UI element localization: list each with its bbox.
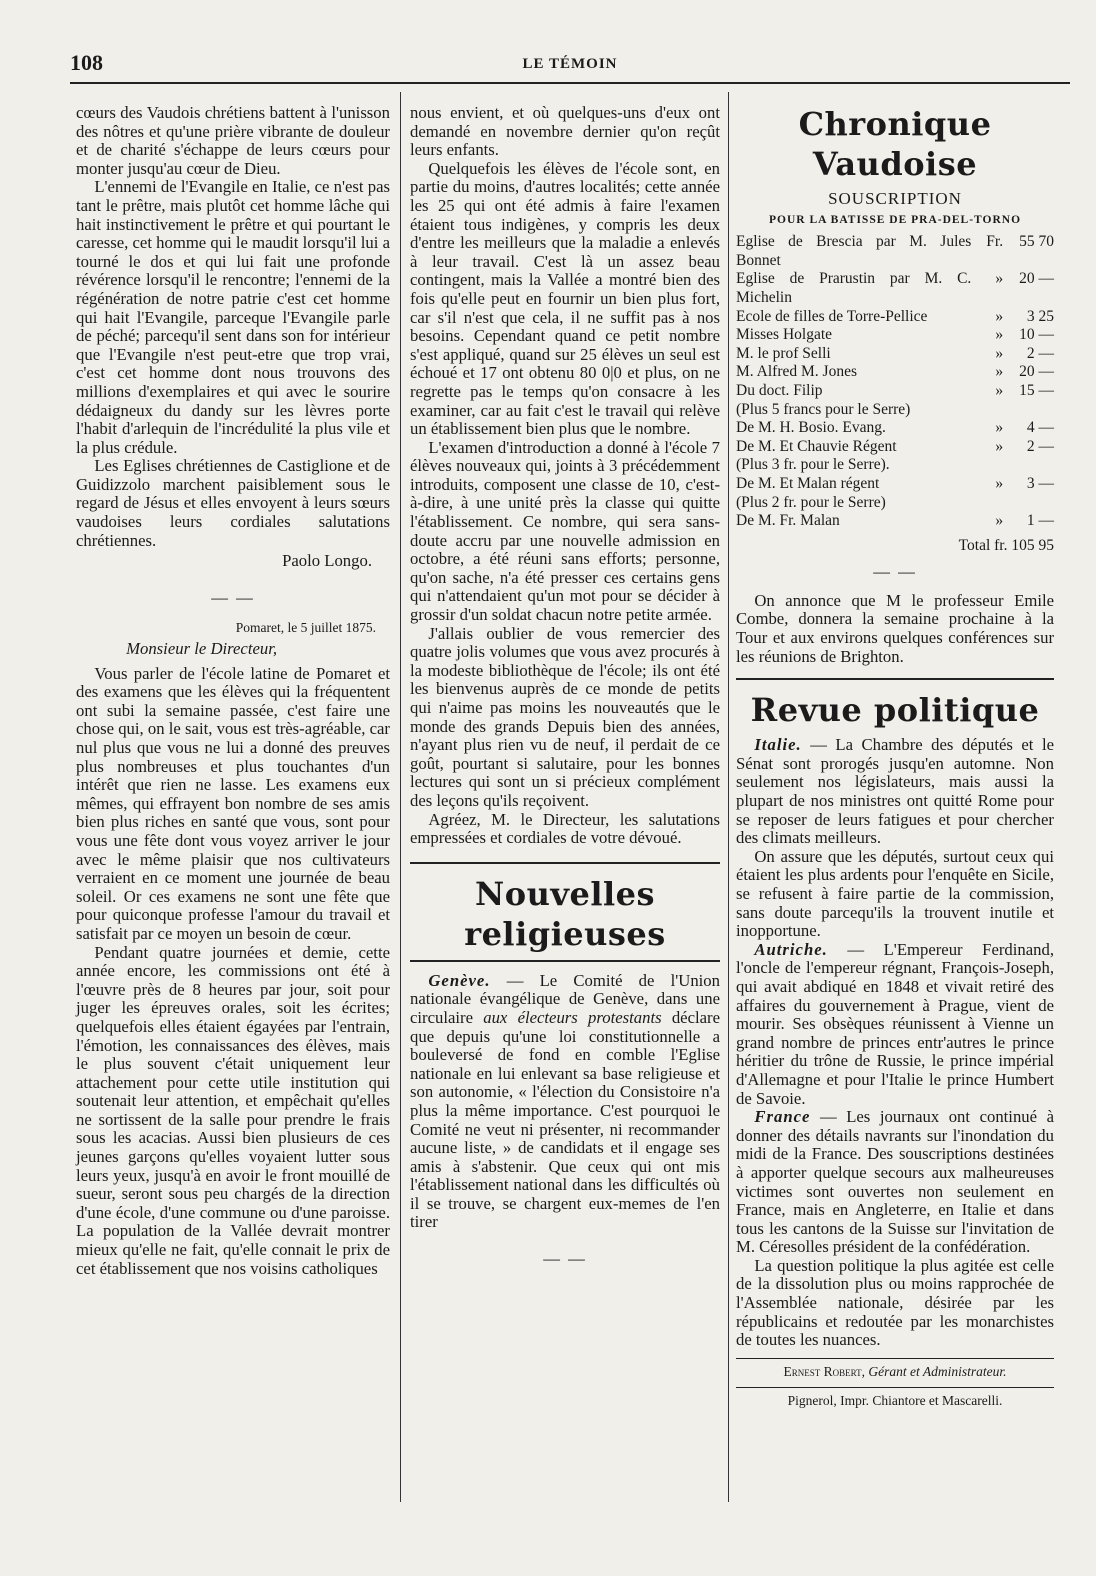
subscriber-name: Eglise de Prarustin par M. C. Michelin	[736, 270, 972, 306]
amount: 3 —	[1026, 474, 1054, 492]
paragraph: J'allais oublier de vous remercier des quatre jolis volumes que vous avez procurés à la modeste bibliothèque de l'école; ils ont été les bienvenus auprès de ce monde de petits qui n'aime pas moins les nouveautés que le monde des grands Depuis bien des années, n'ayant plus rien vu de neuf, il perdait de ce goût, pourtant si salutaire, pour les bonnes lectures qui sont un si précieux complément des leçons qu'ils reçoivent.	[410, 623, 720, 810]
paragraph: L'examen d'introduction a donné à l'école 7 élèves nouveaux qui, joints à 3 précédemment introduits, composent une classe de 10, c'est-à-dire, à une unité près la classe qui quitte l'établissement. Ce nombre, qui sera sans-doute accru par une nouvelle admission en octobre, a été réuni sans efforts; personne, qu'on sache, n'a été presser ces certains gens qui n'attendaient qu'un mot pour se décider à grossir d'un soldat chacun notre petite armée.	[410, 437, 720, 625]
currency-mark: »	[995, 381, 1004, 399]
text: — La Chambre des députés et le Sénat sont prorogés jusqu'en automne. Non seulement nos législateurs, mais aussi la plupart de nos ministres ont quitté Rome pour se reposer de leurs fatigues et pour chercher des climats meilleurs.	[736, 735, 1054, 848]
subscriber-name: (Plus 2 fr. pour le Serre)	[736, 493, 886, 511]
currency-mark: »	[995, 326, 1004, 344]
keyword-france: France	[754, 1107, 811, 1127]
subscription-row	[736, 345, 1054, 364]
amount: 15 —	[1019, 381, 1054, 399]
paragraph: Pendant quatre journées et demie, cette année encore, les commissions ont été à l'œuvre près de 8 heures par jour, soit pour juger les épreuves orales, soit les écrites; quelquefois elles étaient égayées par l'entrain, l'émotion, les connaissances des élèves, mais le plus souvent c'était uniquement leur attachement pour cette utile institution qui soutenait leur attention, et empêchait qu'elles ne sortissent de la salle pour prendre le frais sous les acacias. Aussi bien plusieurs de ces jeunes garçons qu'elles voyaient lutter sous leurs yeux, jusqu'à en avoir le front mouillé de sueur, seront sous peu chargés de la direction d'une école, d'une commune ou d'une paroisse. La population de la Vallée devrait montrer mieux qu'elle ne fait, qu'elle connait le prix de cet établissement que nos voisins catholiques	[76, 942, 390, 1278]
subscription-row	[736, 270, 1054, 307]
subscription-row	[736, 382, 1054, 401]
page-number: 108	[70, 50, 103, 75]
paragraph: On annonce que M le professeur Emile Combe, donnera la semaine prochaine à la Tour et aux environs quelques conférences sur les réunions de Brighton.	[736, 590, 1054, 666]
running-title: LE TÉMOIN	[522, 56, 618, 72]
subscription-row	[736, 456, 1054, 475]
paragraph: L'ennemi de l'Evangile en Italie, ce n'est pas tant le prêtre, mais plutôt cet homme lâche qui hait instinctivement le prêtre et qui pourtant le caresse, cet homme qui le maudit lorsqu'il lui a tourné le dos et qui lui fait une profonde révérence lorsqu'il le rencontre; l'ennemi de la régénération de notre patrie c'est cet homme qui hait l'Evangile, parceque l'Evangile parle de péché; parcequ'il sent dans son for intérieur que l'Evangile n'est peut-etre que trop vrai, c'est cet homme dont nous trouvons des millions d'exemplaires et qui avec le sourire dédaigneux du dandy sur les lèvres porte l'habit d'arlequin de l'incrédulité la plus vile et la plus crédule.	[76, 177, 390, 457]
letter-salutation: Monsieur le Directeur,	[126, 639, 278, 659]
column-left	[76, 104, 390, 1278]
subscriber-name: Misses Holgate	[736, 326, 833, 344]
page-header	[70, 50, 1070, 80]
paragraph-france	[736, 1108, 1054, 1257]
subscription-row	[736, 475, 1054, 494]
subscriber-name: De M. Et Malan régent	[736, 474, 880, 492]
subscriber-name: Du doct. Filip	[736, 381, 823, 399]
subscription-subheading: POUR LA BATISSE DE PRA-DEL-TORNO	[768, 213, 1022, 226]
amount: 2 —	[1026, 344, 1054, 362]
subscriber-name: Ecole de filles de Torre-Pellice	[736, 307, 928, 325]
subscriber-name: M. Alfred M. Jones	[736, 363, 857, 381]
subscriber-name: De M. H. Bosio. Evang.	[736, 419, 886, 437]
section-title-chronique: Chronique Vaudoise	[798, 105, 992, 183]
subscription-total: Total fr. 105 95	[958, 536, 1054, 554]
amount: 20 —	[1019, 270, 1054, 288]
section-rule	[736, 678, 1054, 680]
header-rule	[70, 82, 1070, 84]
section-title-nouvelles: Nouvelles religieuses	[464, 874, 666, 953]
subscription-row	[736, 438, 1054, 457]
currency-mark	[971, 494, 1003, 513]
currency-mark: »	[995, 474, 1004, 492]
currency-mark: »	[995, 363, 1004, 381]
subscription-list	[736, 233, 1054, 531]
text: — Les journaux ont continué à donner des détails navrants sur l'inondation du midi de la France. Des souscriptions destinées à apporter quelque secours aux malheureuses victimes sont ouvertes non seulement en France, mais en Angleterre, en Italie et dans tous les cantons de la Suisse sur l'invitation de M. Céresolles président de la confédération.	[736, 1107, 1054, 1257]
paragraph: La question politique la plus agitée est celle de la dissolution plus ou moins rapprochée de l'Assemblée nationale, désirée par les républicains et redoutée par les monarchistes de toutes les nuances.	[736, 1255, 1054, 1350]
currency-mark: Fr.	[986, 233, 1004, 251]
paragraph: Vous parler de l'école latine de Pomaret et des examens que les élèves qui la fréquentent ont subi la semaine passée, c'est faire une chose qui, on le sait, vous est très-agréable, car nul plus que vous ne lui a donné des preuves plus nombreuses et plus touchantes d'un intérêt que rien ne lasse. Les examens eux mêmes, qui effrayent bon nombre de ses amis bien plus riches en santé que vous, sont pour vous une fête dont vous voyez arriver le jour avec le même plaisir que nos cultivateurs verraient en ce moment une journée de beau soleil. Or ces examens ne sont une fête que pour quiconque professe l'amour du travail et satisfait par ce moyen un besoin de cœur.	[76, 663, 390, 943]
paragraph: Les Eglises chrétiennes de Castiglione et de Guidizzolo marchent paisiblement sous le regard de Jésus et elles envoyent à leurs sœurs vaudoises leurs cordiales salutations chrétiennes.	[76, 456, 390, 550]
amount	[1003, 456, 1054, 475]
column-middle	[410, 104, 720, 1281]
separator: — —	[543, 1249, 587, 1269]
currency-mark: »	[995, 344, 1004, 362]
column-divider	[400, 92, 401, 1502]
subscription-heading: SOUSCRIPTION	[828, 189, 962, 208]
paragraph: On assure que les députés, surtout ceux qui étaient les plus ardents pour l'enquête en Sicile, se refusent à faire partie de la commission, sans doute parcequ'ils la trouvent inutile et inopportune.	[736, 846, 1054, 941]
paragraph: Agréez, M. le Directeur, les salutations empressées et cordiales de votre dévoué.	[410, 809, 720, 848]
subscription-row	[736, 419, 1054, 438]
keyword-geneve: Genève.	[428, 970, 491, 990]
section-title-revue: Revue politique	[750, 691, 1040, 730]
gerant-line	[736, 1358, 1054, 1382]
keyword-autriche: Autriche.	[754, 939, 828, 959]
amount: 3 25	[1026, 307, 1054, 325]
currency-mark: »	[995, 307, 1004, 325]
subscriber-name: M. le prof Selli	[736, 344, 831, 362]
currency-mark: »	[995, 419, 1004, 437]
subscription-row	[736, 308, 1054, 327]
text: déclare que depuis qu'une loi constitutionnelle a bouleversé de fond en comble l'Eglise nationale en lui enlevant sa base religieuse et son autonomie, « l'élection du Consistoire n'a plus la même importance. C'est pourquoi le Comité ne veut ni présenter, ni recommander aucune liste, » de candidats et il engage ses amis à s'abstenir. Que ceux qui ont mis l'établissement national dans les difficultés où il se trouve, se chargent eux-memes de l'en tirer	[410, 1007, 720, 1232]
gerant-name: Ernest Robert,	[783, 1363, 865, 1379]
letter-dateline: Pomaret, le 5 juillet 1875.	[235, 620, 376, 636]
section-rule	[410, 960, 720, 962]
currency-mark: »	[995, 270, 1004, 288]
paragraph-autriche	[736, 941, 1054, 1108]
subscription-row	[736, 401, 1054, 420]
subscription-row	[736, 326, 1054, 345]
subscriber-name: De M. Fr. Malan	[736, 512, 840, 530]
subscription-row	[736, 363, 1054, 382]
text: — Le Comité de l'Union nationale évangélique de Genève, dans une circulaire	[410, 970, 720, 1027]
section-rule	[410, 862, 720, 864]
paragraph: cœurs des Vaudois chrétiens battent à l'unisson des nôtres et qu'une prière vibrante de douleur et de charité s'échappe de leurs cœurs pour monter jusqu'au cœur de Dieu.	[76, 103, 390, 178]
amount: 10 —	[1019, 326, 1054, 344]
paragraph: Quelquefois les élèves de l'école sont, en partie du moins, d'autres localités; cette année les 25 qui ont été admis à faire l'examen étaient tous indigènes, y compris les deux d'entre les meilleurs que la maladie a enlevés à leur travail. C'est là un assez beau contingent, mais la Vallée a montré bien des fois qu'elle peut en fournir un bien plus fort, car s'il n'est que cela, il ne suffit pas à nos besoins. Cependant quand ce petit nombre s'est appliqué, quand sur 25 élèves un seul est échoué et 17 ont obtenu 80 0|0 et plus, on ne regrette pas le temps qu'on consacre à les examiner, car au fait c'est le travail qui relève un établissement bien plus que le nombre.	[410, 158, 720, 439]
amount: 4 —	[1026, 419, 1054, 437]
paragraph-geneve	[410, 972, 720, 1232]
column-divider	[728, 92, 729, 1502]
italic-text: aux électeurs protestants	[483, 1007, 662, 1027]
paragraph-italie	[736, 736, 1054, 848]
amount	[1003, 401, 1054, 420]
subscription-row	[736, 494, 1054, 513]
currency-mark: »	[995, 437, 1004, 455]
printer-line: Pignerol, Impr. Chiantore et Mascarelli.	[736, 1387, 1054, 1411]
amount: 2 —	[1026, 437, 1054, 455]
subscription-row	[736, 233, 1054, 270]
text: — L'Empereur Ferdinand, l'oncle de l'empereur régnant, François-Joseph, qui avait abdiqué en 1848 et vivait retiré des affaires du gouvernement à Prague, vient de mourir. Ses obsèques réunissent à Vienne un grand nombre de princes entr'autres le prince héritier du trône de Russie, le prince impérial d'Allemagne et pour l'Italie le prince Humbert de Savoie.	[736, 939, 1054, 1108]
amount: 55 70	[1019, 233, 1054, 251]
subscriber-name: De M. Et Chauvie Régent	[736, 437, 897, 455]
column-right	[736, 104, 1054, 1411]
amount	[1003, 494, 1054, 513]
subscriber-name: Eglise de Brescia par M. Jules Bonnet	[736, 233, 972, 269]
currency-mark	[971, 456, 1003, 475]
keyword-italie: Italie.	[754, 735, 802, 755]
signature: Paolo Longo.	[282, 551, 372, 571]
separator: — —	[211, 587, 255, 607]
currency-mark	[971, 401, 1003, 420]
subscriber-name: (Plus 5 francs pour le Serre)	[736, 400, 911, 418]
gerant-role: Gérant et Administrateur.	[864, 1363, 1007, 1379]
separator: — —	[873, 562, 917, 582]
subscription-row	[736, 512, 1054, 531]
currency-mark: »	[995, 512, 1004, 530]
amount: 20 —	[1019, 363, 1054, 381]
paragraph: nous envient, et où quelques-uns d'eux ont demandé en novembre dernier qu'on reçût leurs enfants.	[410, 103, 720, 160]
amount: 1 —	[1026, 512, 1054, 530]
subscriber-name: (Plus 3 fr. pour le Serre).	[736, 456, 890, 474]
